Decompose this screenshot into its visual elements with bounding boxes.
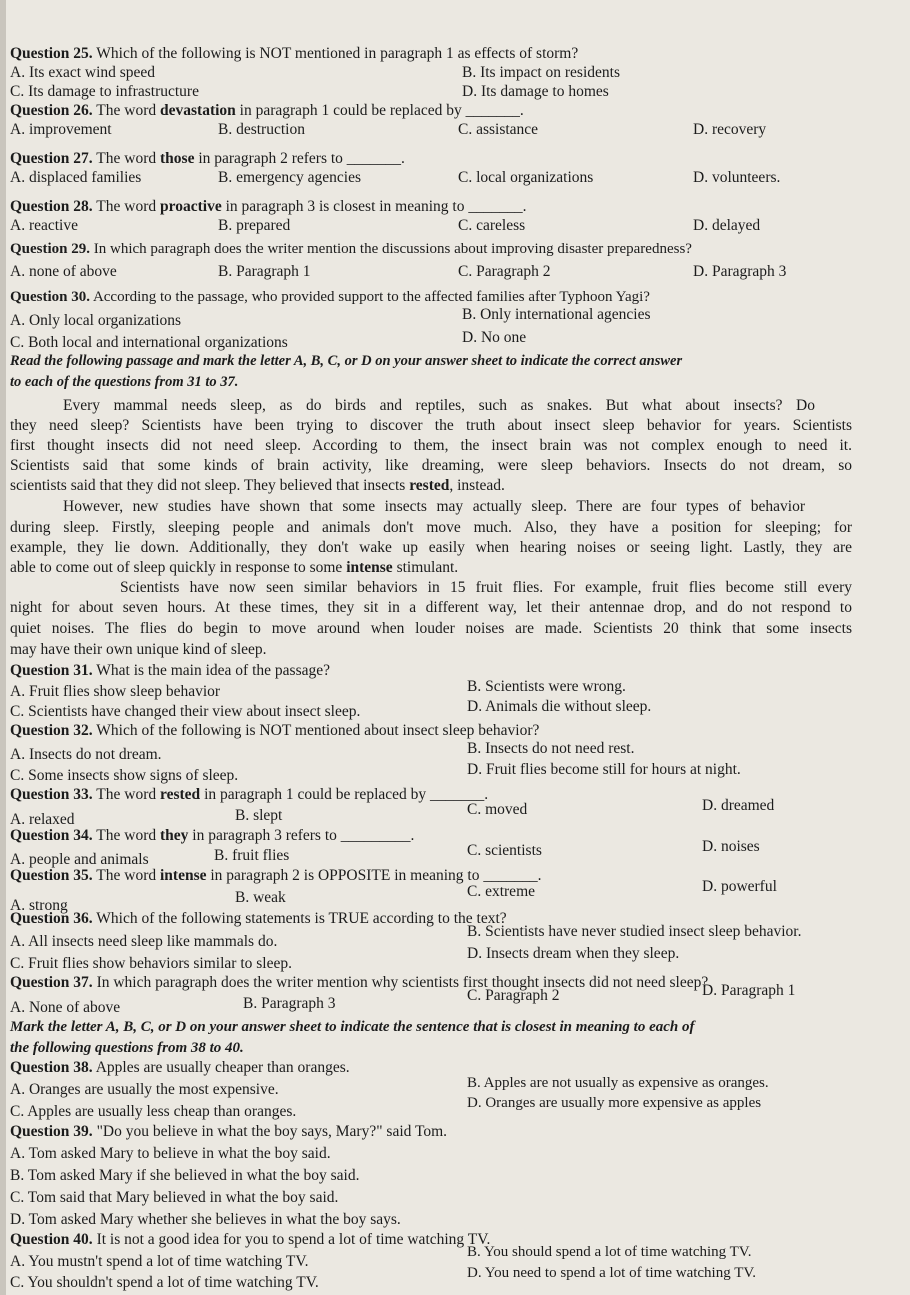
q38-option-a: A. Oranges are usually the most expensive. [10, 1081, 279, 1098]
passage-p3-line-2: night for about seven hours. At these times, they sit in a different way, let their antennae drop, and do not respond to [10, 599, 852, 616]
q40-option-b: B. You should spend a lot of time watching TV. [467, 1244, 752, 1260]
q35-option-b: B. weak [235, 889, 286, 906]
q32-option-b: B. Insects do not need rest. [467, 740, 635, 757]
q37-option-d: D. Paragraph 1 [702, 982, 796, 999]
question-37: Question 37. In which paragraph does the writer mention why scientists first thought insects did not need sleep? [10, 974, 709, 991]
passage-p2-line-1: However, new studies have shown that some insects may actually sleep. There are four types of behavior [63, 498, 805, 515]
q29-option-d: D. Paragraph 3 [693, 263, 787, 280]
q26-option-b: B. destruction [218, 121, 305, 138]
q38-option-b: B. Apples are not usually as expensive as oranges. [467, 1075, 769, 1091]
q37-option-a: A. None of above [10, 999, 121, 1016]
q36-option-a: A. All insects need sleep like mammals do. [10, 933, 278, 950]
q27-option-d: D. volunteers. [693, 169, 781, 186]
q33-option-c: C. moved [467, 801, 528, 818]
q36-option-d: D. Insects dream when they sleep. [467, 945, 680, 962]
q25-option-b: B. Its impact on residents [462, 64, 620, 81]
q39-option-c: C. Tom said that Mary believed in what the boy said. [10, 1189, 339, 1206]
question-32: Question 32. Which of the following is NOT mentioned about insect sleep behavior? [10, 722, 540, 739]
passage-p2-line-4: able to come out of sleep quickly in response to some intense stimulant. [10, 559, 459, 576]
q32-option-c: C. Some insects show signs of sleep. [10, 767, 239, 784]
q35-option-a: A. strong [10, 897, 68, 914]
passage-p2-line-3: example, they lie down. Additionally, they don't wake up easily when hearing noises or seeing light. Lastly, they are [10, 539, 852, 556]
passage-p3-line-3: quiet noises. The flies do begin to move around when louder noises are made. Scientists 20 think that some insects [10, 620, 852, 637]
q37-option-c: C. Paragraph 2 [467, 987, 560, 1004]
q39-option-b: B. Tom asked Mary if she believed in what the boy said. [10, 1167, 360, 1184]
q25-option-d: D. Its damage to homes [462, 83, 609, 100]
q28-option-d: D. delayed [693, 217, 761, 234]
question-25: Question 25. Which of the following is NOT mentioned in paragraph 1 as effects of storm? [10, 45, 579, 62]
q25-option-a: A. Its exact wind speed [10, 64, 156, 81]
q36-option-c: C. Fruit flies show behaviors similar to sleep. [10, 955, 292, 972]
question-29: Question 29. In which paragraph does the writer mention the discussions about improving disaster preparedness? [10, 241, 692, 257]
passage-p1-line-4: Scientists said that some kinds of brain activity, like dreaming, were sleep behaviors. Insects do not dream, so [10, 457, 852, 474]
q32-option-d: D. Fruit flies become still for hours at night. [467, 761, 741, 778]
q25-option-c: C. Its damage to infrastructure [10, 83, 199, 100]
question-30: Question 30. According to the passage, who provided support to the affected families after Typhoon Yagi? [10, 289, 650, 305]
q31-option-d: D. Animals die without sleep. [467, 698, 652, 715]
directions-rewrite-line-2: the following questions from 38 to 40. [10, 1040, 244, 1056]
q39-option-a: A. Tom asked Mary to believe in what the boy said. [10, 1145, 331, 1162]
question-27: Question 27. The word those in paragraph 2 refers to _______. [10, 150, 405, 167]
passage-p1-line-5: scientists said that they did not sleep. They believed that insects rested, instead. [10, 477, 505, 494]
q30-option-a: A. Only local organizations [10, 312, 182, 329]
q29-option-a: A. none of above [10, 263, 117, 280]
q33-option-a: A. relaxed [10, 811, 75, 828]
passage-p1-line-1: Every mammal needs sleep, as do birds and reptiles, such as snakes. But what about insects? Do [63, 397, 815, 414]
q34-option-a: A. people and animals [10, 851, 149, 868]
question-36: Question 36. Which of the following statements is TRUE according to the text? [10, 910, 507, 927]
q31-option-c: C. Scientists have changed their view about insect sleep. [10, 703, 361, 720]
q26-option-a: A. improvement [10, 121, 112, 138]
question-40: Question 40. It is not a good idea for you to spend a lot of time watching TV. [10, 1231, 491, 1248]
q26-option-c: C. assistance [458, 121, 539, 138]
q37-option-b: B. Paragraph 3 [243, 995, 336, 1012]
q35-option-d: D. powerful [702, 878, 777, 895]
passage-p2-line-2: during sleep. Firstly, sleeping people and animals don't move much. Also, they have a position for sleeping; for [10, 519, 852, 536]
q27-option-a: A. displaced families [10, 169, 142, 186]
q40-option-d: D. You need to spend a lot of time watching TV. [467, 1265, 757, 1281]
question-38: Question 38. Apples are usually cheaper than oranges. [10, 1059, 350, 1076]
q33-option-d: D. dreamed [702, 797, 775, 814]
q28-option-b: B. prepared [218, 217, 291, 234]
directions-passage-line-1: Read the following passage and mark the letter A, B, C, or D on your answer sheet to indicate the correct answer [10, 353, 683, 369]
question-33: Question 33. The word rested in paragraph 1 could be replaced by _______. [10, 786, 489, 803]
passage-p1-line-3: first thought insects did not need sleep. According to them, the insect brain was not complex enough to need it. [10, 437, 852, 454]
q28-option-a: A. reactive [10, 217, 78, 234]
question-26: Question 26. The word devastation in paragraph 1 could be replaced by _______. [10, 102, 524, 119]
question-35: Question 35. The word intense in paragraph 2 is OPPOSITE in meaning to _______. [10, 867, 542, 884]
q30-option-d: D. No one [462, 329, 527, 346]
q30-option-b: B. Only international agencies [462, 306, 651, 323]
q39-option-d: D. Tom asked Mary whether she believes in what the boy says. [10, 1211, 401, 1228]
passage-p3-line-1: Scientists have now seen similar behaviors in 15 fruit flies. For example, fruit flies become still every [120, 579, 852, 596]
q36-option-b: B. Scientists have never studied insect sleep behavior. [467, 923, 802, 940]
q27-option-b: B. emergency agencies [218, 169, 362, 186]
q34-option-c: C. scientists [467, 842, 542, 859]
q33-option-b: B. slept [235, 807, 283, 824]
q35-option-c: C. extreme [467, 883, 536, 900]
q40-option-c: C. You shouldn't spend a lot of time watching TV. [10, 1274, 319, 1291]
q34-option-b: B. fruit flies [214, 847, 290, 864]
q32-option-a: A. Insects do not dream. [10, 746, 162, 763]
question-28: Question 28. The word proactive in paragraph 3 is closest in meaning to _______. [10, 198, 527, 215]
q38-option-c: C. Apples are usually less cheap than oranges. [10, 1103, 297, 1120]
q34-option-d: D. noises [702, 838, 760, 855]
q31-option-b: B. Scientists were wrong. [467, 678, 626, 695]
page-edge [0, 0, 6, 1295]
q38-option-d: D. Oranges are usually more expensive as apples [467, 1095, 762, 1111]
question-39: Question 39. "Do you believe in what the boy says, Mary?" said Tom. [10, 1123, 448, 1140]
q29-option-b: B. Paragraph 1 [218, 263, 311, 280]
directions-passage-line-2: to each of the questions from 31 to 37. [10, 374, 239, 390]
passage-p3-line-4: may have their own unique kind of sleep. [10, 641, 267, 658]
q31-option-a: A. Fruit flies show sleep behavior [10, 683, 221, 700]
question-31: Question 31. What is the main idea of the passage? [10, 662, 330, 679]
q27-option-c: C. local organizations [458, 169, 594, 186]
q40-option-a: A. You mustn't spend a lot of time watching TV. [10, 1253, 309, 1270]
question-34: Question 34. The word they in paragraph 3 refers to _________. [10, 827, 415, 844]
q29-option-c: C. Paragraph 2 [458, 263, 551, 280]
q30-option-c: C. Both local and international organizations [10, 334, 288, 351]
passage-p1-line-2: they need sleep? Scientists have been trying to discover the truth about insect sleep behavior for years. Scientists [10, 417, 852, 434]
q28-option-c: C. careless [458, 217, 526, 234]
q26-option-d: D. recovery [693, 121, 767, 138]
directions-rewrite-line-1: Mark the letter A, B, C, or D on your answer sheet to indicate the sentence that is closest in meaning to each of [10, 1019, 695, 1035]
